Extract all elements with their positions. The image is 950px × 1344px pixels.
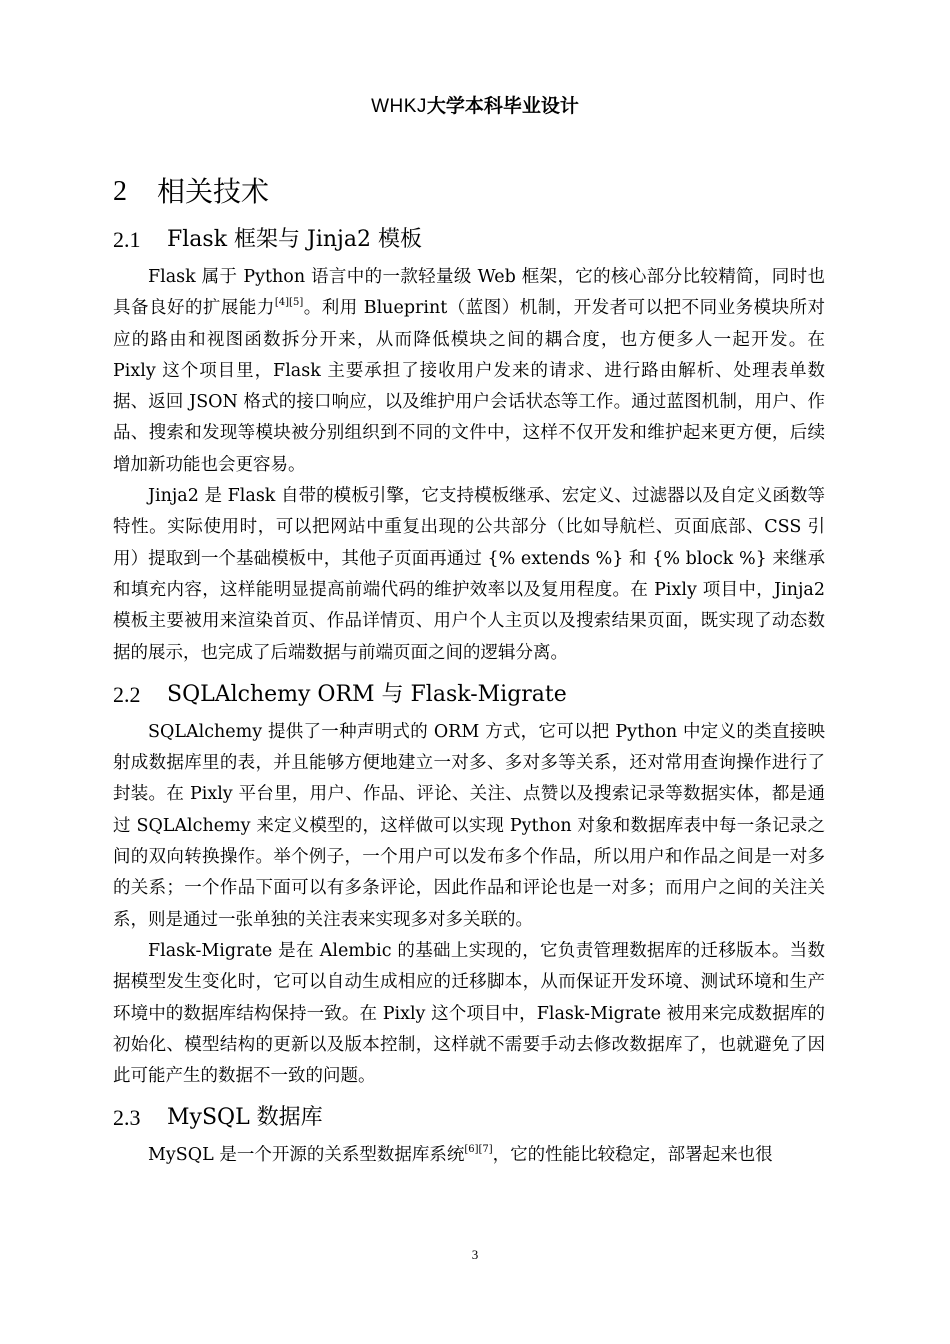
section-number: 2.3: [113, 1105, 141, 1131]
section-number: 2.1: [113, 227, 141, 252]
header-university-code: WHKJ: [371, 96, 427, 117]
paragraph-jinja2: Jinja2 是 Flask 自带的模板引擎，它支持模板继承、宏定义、过滤器以及自定义函数等特性。实际使用时，可以把网站中重复出现的公共部分（比如导航栏、页面底部、CSS 引用）提取到一个基础模板中，其他子页面再通过 {% extends %} 和 {% block %} 来继承和填充内容，这样能明显提高前端代码的维护效率以及复用程度。在 Pixly 项目中，Jinja2 模板主要被用来渲染首页、作品详情页、用户个人主页以及搜索结果页面，既实现了动态数据的展示，也完成了后端数据与前端页面之间的逻辑分离。: [113, 486, 825, 663]
page-number: 3: [471, 1247, 479, 1262]
running-header: [0, 94, 950, 119]
section-title: SQLAlchemy ORM 与 Flask-Migrate: [167, 681, 567, 707]
citation-ref: [6][7]: [464, 1144, 493, 1156]
paragraph-flask-migrate: Flask-Migrate 是在 Alembic 的基础上实现的，它负责管理数据库的迁移版本。当数据模型发生变化时，它可以自动生成相应的迁移脚本，从而保证开发环境、测试环境和生产环境中的数据库结构保持一致。在 Pixly 这个项目中，Flask-Migrate 被用来完成数据库的初始化、模型结构的更新以及版本控制，这样就不需要手动去修改数据库了，也就避免了因此可能产生的数据不一致的问题。: [113, 940, 825, 1087]
section-title: Flask 框架与 Jinja2 模板: [167, 227, 422, 252]
header-rule: [113, 126, 825, 127]
paragraph-mysql: [113, 1140, 825, 1171]
paragraph-text: 。利用 Blueprint（蓝图）机制，开发者可以把不同业务模块所对应的路由和视图函数拆分开来，从而降低模块之间的耦合度，也方便多人一起开发。在 Pixly 这个项目里，Flask 主要承担了接收用户发来的请求、进行路由解析、处理表单数据、返回 JSON 格式的接口响应，以及维护用户会话状态等工作。通过蓝图机制，用户、作品、搜索和发现等模块被分别组织到不同的文件中，这样不仅开发和维护起来更方便，后续增加新功能也会更容易。: [113, 298, 825, 475]
chapter-number: 2: [113, 176, 127, 207]
section-heading-2-2: [113, 679, 825, 711]
paragraph-text: ，它的性能比较稳定，部署起来也很: [492, 1145, 773, 1166]
section-heading-2-3: [113, 1102, 825, 1134]
section-heading-2-1: [113, 224, 825, 256]
section-title: MySQL 数据库: [167, 1105, 323, 1131]
paragraph-sqlalchemy: SQLAlchemy 提供了一种声明式的 ORM 方式，它可以把 Python 中定义的类直接映射成数据库里的表，并且能够方便地建立一对多、多对多等关系，还对常用查询操作进行了封装。在 Pixly 平台里，用户、作品、评论、关注、点赞以及搜索记录等数据实体，都是通过 SQLAlchemy 来定义模型的，这样做可以实现 Python 对象和数据库表中每一条记录之间的双向转换操作。举个例子，一个用户可以发布多个作品，所以用户和作品之间是一对多的关系；一个作品下面可以有多条评论，因此作品和评论也是一对多；而用户之间的关注关系，则是通过一张单独的关注表来实现多对多关联的。: [113, 721, 825, 930]
chapter-title: 相关技术: [157, 175, 270, 208]
page-body: [113, 170, 825, 1172]
header-thesis-label: 大学本科毕业设计: [426, 95, 579, 117]
paragraph-text: Flask 属于 Python 语言中的一款轻量级 Web 框架，它的核心部分比较精简，同时也具备良好的扩展能力: [113, 267, 825, 319]
paragraph-flask: [113, 262, 825, 481]
citation-ref: [4][5]: [274, 297, 304, 309]
chapter-heading: [113, 170, 825, 214]
paragraph-text: MySQL 是一个开源的关系型数据库系统: [148, 1145, 465, 1166]
section-number: 2.2: [113, 681, 141, 707]
